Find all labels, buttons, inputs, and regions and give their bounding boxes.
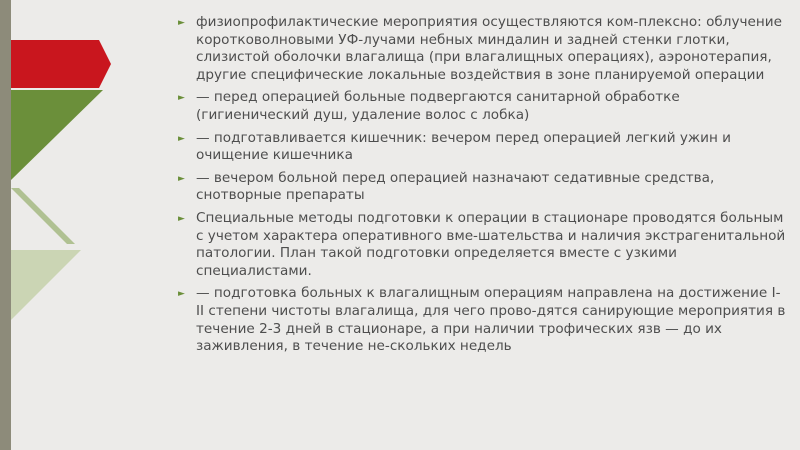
bullet-marker-icon: ► — [178, 18, 185, 28]
bullet-item — [178, 210, 786, 280]
bullet-text: — вечером больной перед операцией назначают седативные средства, снотворные препараты — [196, 169, 715, 204]
light-green-triangle-shape — [11, 250, 81, 320]
bullet-marker-icon: ► — [178, 133, 185, 144]
bullet-item — [178, 130, 786, 165]
bullet-item — [178, 170, 786, 205]
bullet-item — [178, 89, 786, 124]
green-stripe-shape — [11, 188, 75, 244]
red-arrow-shape — [11, 40, 111, 88]
bullet-item — [178, 285, 786, 355]
bullet-item — [178, 14, 786, 84]
bullet-text: — подготовка больных к влагалищным операциям направлена на достижение I-II степени чистоты влагалища, для чего прово-дятся санирующие мероприятия в течение 2-3 дней в стационаре, а при наличии трофических язв — до их заживления, в течение не-скольких недель — [196, 285, 786, 355]
bullet-marker-icon: ► — [178, 289, 185, 300]
green-triangle-shape — [11, 90, 103, 180]
bullet-marker-icon: ► — [178, 93, 185, 104]
bullet-marker-icon: ► — [178, 173, 185, 184]
bullet-text: Специальные методы подготовки к операции в стационаре проводятся больным с учетом характера оперативного вме-шательства и наличия экстрагенитальной патологии. План такой подготовки определяется вместе с узкими специалистами. — [196, 209, 786, 279]
bullet-marker-icon: ► — [178, 213, 185, 224]
content-area — [178, 14, 786, 361]
side-bar — [0, 0, 11, 450]
decorative-shapes — [11, 0, 111, 450]
bullet-text: физиопрофилактические мероприятия осуществляются ком-плексно: облучение коротковолновыми УФ-лучами небных миндалин и задней стенки глотки, слизистой оболочки влагалища (при влагалищных операциях), аэронотерапия, другие специфические локальные воздействия в зоне планируемой операции — [196, 14, 782, 83]
bullet-text: — подготавливается кишечник: вечером перед операцией легкий ужин и очищение кишечника — [196, 129, 732, 164]
bullet-text: — перед операцией больные подвергаются санитарной обработке (гигиенический душ, удаление волос с лобка) — [196, 89, 680, 123]
